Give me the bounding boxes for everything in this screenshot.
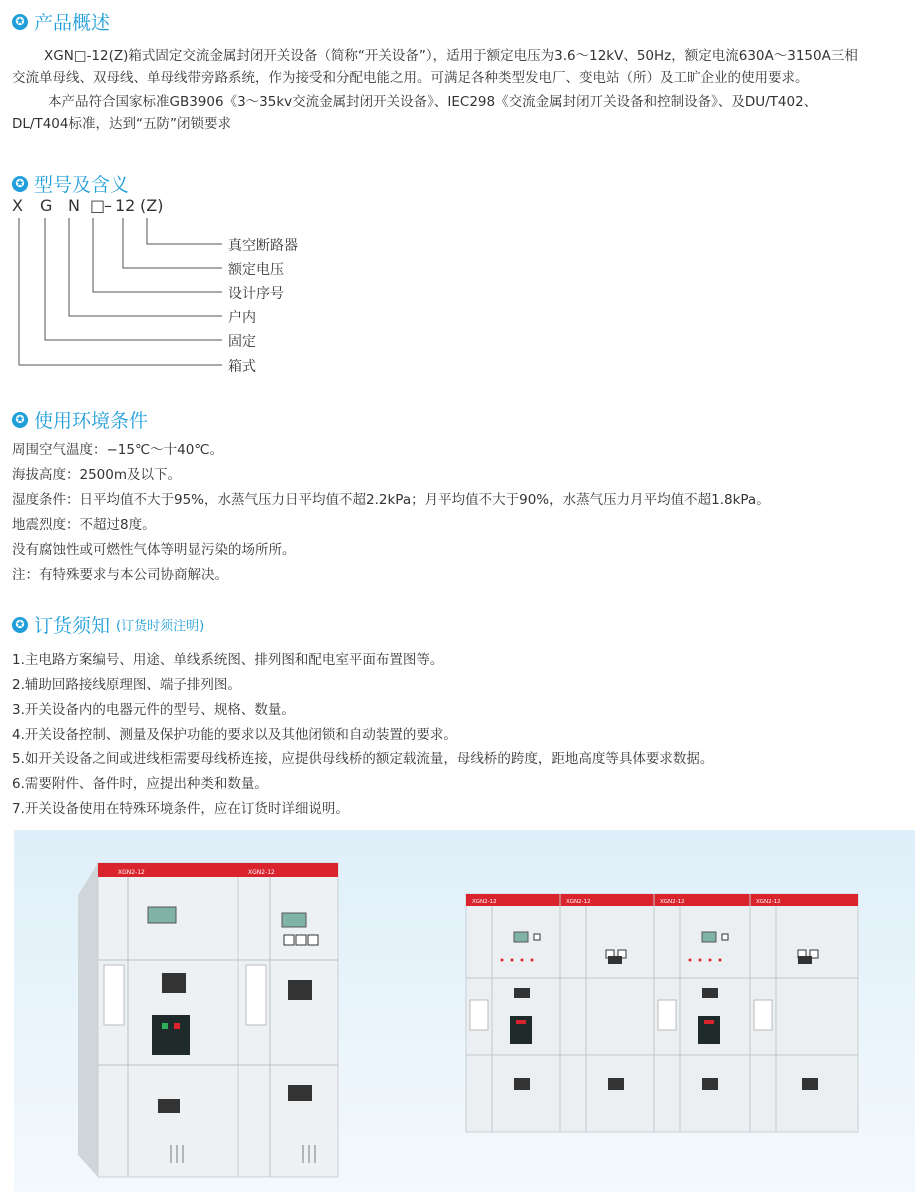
legend-indoor: 户内: [228, 310, 256, 326]
model-char-z: (Z): [140, 196, 164, 215]
product-photo-right: [462, 890, 862, 1135]
legend-rated-voltage: 额定电压: [228, 262, 284, 278]
legend-box-type: 箱式: [228, 359, 256, 375]
star-icon: ✪: [12, 176, 28, 192]
model-char-n: N: [68, 196, 80, 215]
overview-p1-line2: 交流单母线、双母线、单母线带旁路系统，作为接受和分配电能之用。可满足各种类型发电厂、变电站（所）及工旷企业的使用要求。: [12, 70, 809, 86]
model-title: 型号及含义: [34, 174, 130, 196]
order-subtitle: (订货时须注明): [116, 619, 205, 634]
overview-p2-line1: 本产品符合国家标准GB3906《3～35kv交流金属封闭开关设备》、IEC298《交流金属封闭丌关设备和控制设备》、及DU/T402、: [48, 94, 818, 110]
env-item: 没有腐蚀性或可燃性气体等明显污染的场所所。: [12, 542, 296, 558]
order-item: 7.开关设备使用在特殊环境条件，应在订货时详细说明。: [12, 801, 349, 817]
env-item: 湿度条件：日平均值不大于95%，水蒸气压力日平均值不超2.2kPa；月平均值不大于90%，水蒸气压力月平均值不超1.8kPa。: [12, 492, 770, 508]
env-item: 周围空气温度：−15℃～十40℃。: [12, 442, 223, 458]
environment-heading: [12, 406, 148, 433]
legend-vacuum-breaker: 真空断路器: [228, 238, 298, 254]
environment-title: 使用环境条件: [34, 410, 149, 432]
model-char-x: X: [12, 196, 23, 215]
legend-fixed: 固定: [228, 334, 256, 350]
order-item: 4.开关设备控制、测量及保护功能的要求以及其他闭锁和自动装置的要求。: [12, 727, 457, 743]
cabinet-label: XGN2-12: [756, 899, 781, 905]
cabinet-label: XGN2-12: [566, 899, 591, 905]
model-char-g: G: [40, 196, 53, 215]
overview-p2-line2: DL/T404标准，达到“五防”闭锁要求: [12, 116, 231, 132]
star-icon: ✪: [12, 412, 28, 428]
model-char-dash: –: [104, 196, 112, 215]
env-item: 地震烈度：不超过8度。: [12, 517, 156, 533]
order-item: 6.需要附件、备件时，应提出种类和数量。: [12, 776, 268, 792]
cabinet-label: XGN2-12: [248, 869, 275, 876]
star-icon: ✪: [12, 617, 28, 633]
star-icon: ✪: [12, 14, 28, 30]
model-char-12: 12: [115, 196, 136, 215]
cabinet-label: XGN2-12: [118, 869, 145, 876]
overview-p1-line1: XGN□-12(Z)箱式固定交流金属封闭开关设备（简称“开关设备”），适用于额定电压为3.6～12kV、50Hz，额定电流630A～3150A三相: [44, 48, 858, 64]
product-photo-left: [70, 855, 370, 1185]
legend-design-serial: 设计序号: [228, 286, 284, 302]
model-diagram-lines: [0, 0, 920, 400]
order-item: 5.如开关设备之间或进线柜需要母线桥连接，应提供母线桥的额定载流量，母线桥的跨度，距地高度等具体要求数据。: [12, 751, 714, 767]
order-heading: [12, 611, 204, 638]
model-char-box: □: [90, 196, 106, 215]
cabinet-label: XGN2-12: [472, 899, 497, 905]
order-item: 1.主电路方案编号、用途、单线系统图、排列图和配电室平面布置图等。: [12, 652, 444, 668]
order-item: 2.辅助回路接线原理图、端子排列图。: [12, 677, 241, 693]
order-item: 3.开关设备内的电器元件的型号、规格、数量。: [12, 702, 295, 718]
env-item: 海拔高度：2500m及以下。: [12, 467, 182, 483]
cabinet-label: XGN2-12: [660, 899, 685, 905]
env-item: 注：有特殊要求与本公司协商解决。: [12, 567, 228, 583]
order-title: 订货须知: [34, 615, 111, 637]
overview-title: 产品概述: [34, 12, 111, 34]
